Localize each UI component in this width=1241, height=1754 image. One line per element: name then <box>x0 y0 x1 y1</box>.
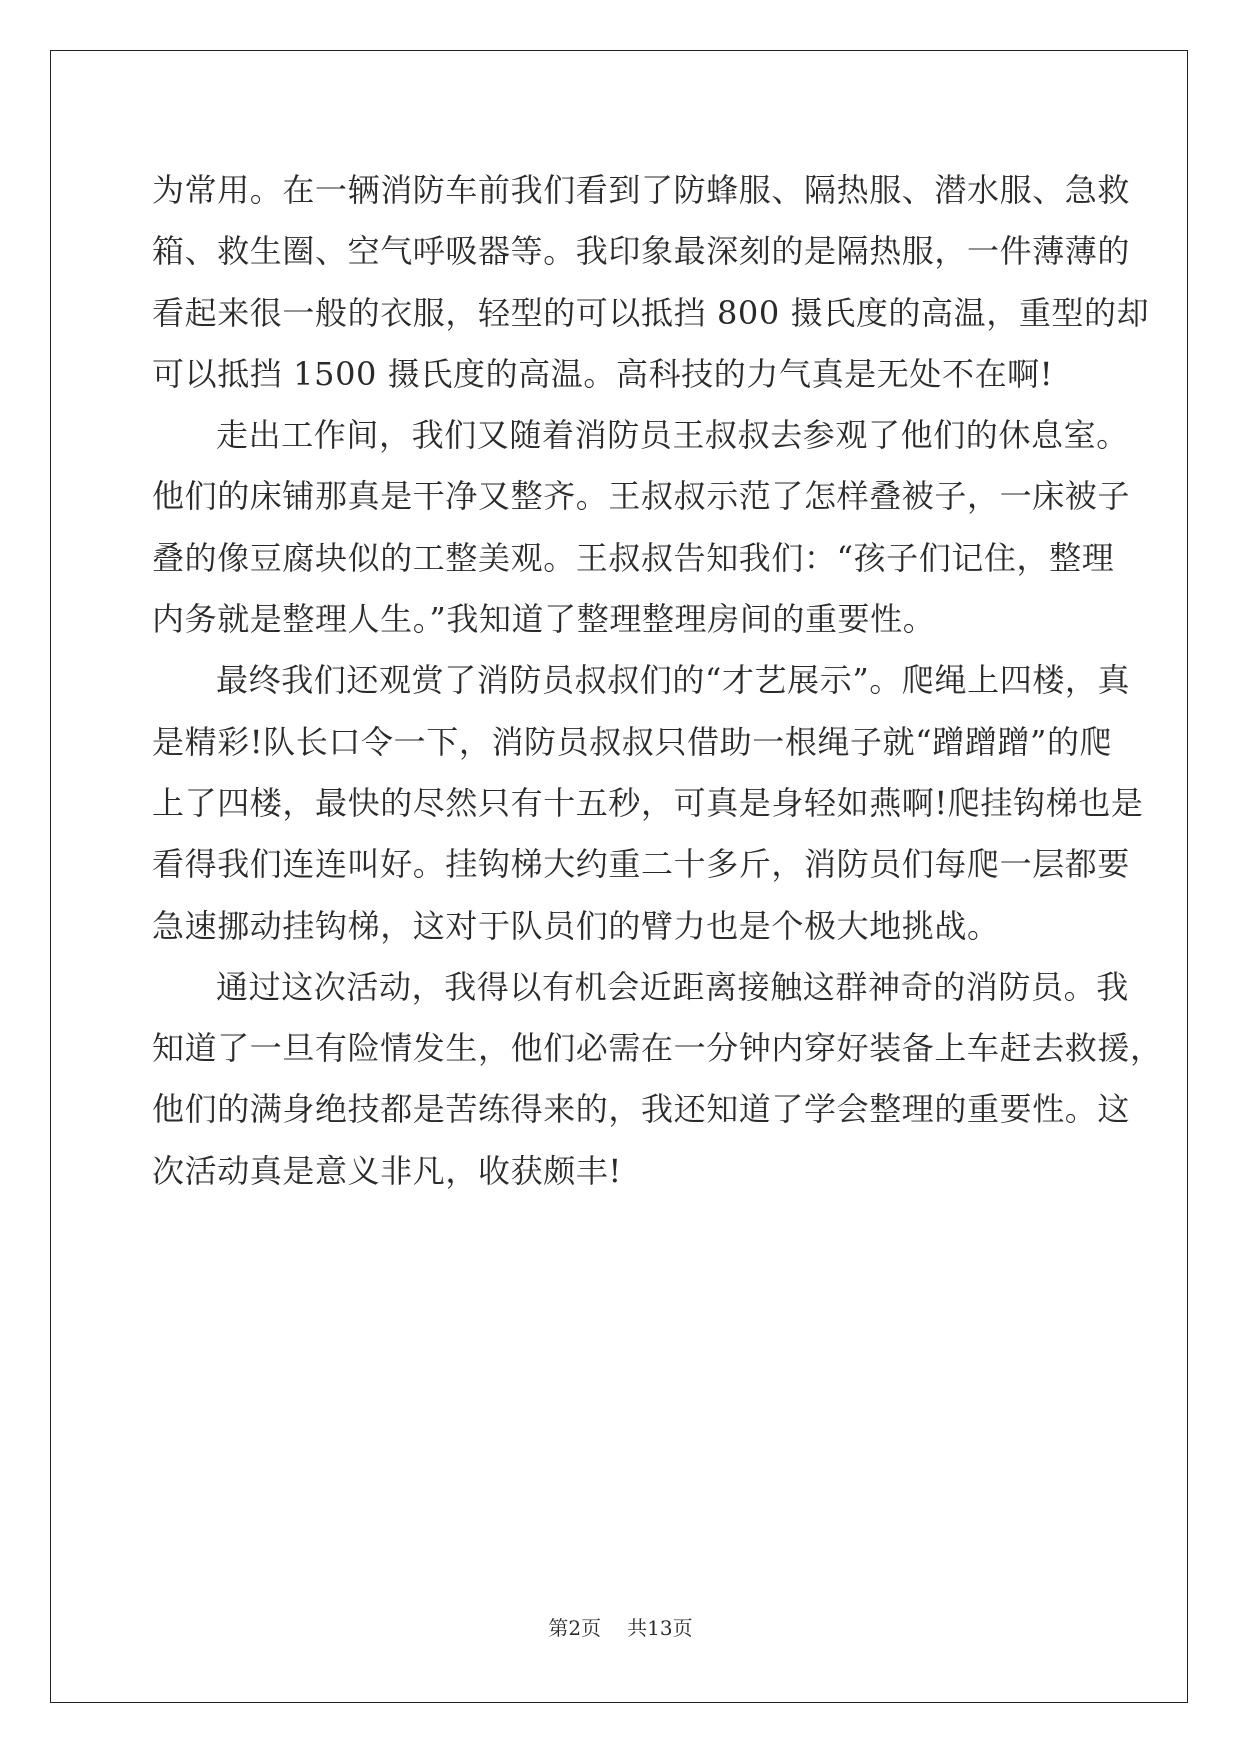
text-line: 是精彩!队长口令一下，消防员叔叔只借助一根绳子就“蹭蹭蹭”的爬 <box>152 722 1113 761</box>
text-line: 为常用。在一辆消防车前我们看到了防蜂服、隔热服、潜水服、急救 <box>152 171 1131 209</box>
page-total: 共13页 <box>627 1616 693 1640</box>
text-line: 他们的床铺那真是干净又整齐。王叔叔示范了怎样叠被子，一床被子 <box>152 477 1131 516</box>
text-line: 次活动真是意义非凡，收获颇丰! <box>152 1151 622 1190</box>
text-line: 内务就是整理人生。”我知道了整理整理房间的重要性。 <box>152 600 936 639</box>
text-line: 知道了一旦有险情发生，他们必需在一分钟内穿好装备上车赶去救援， <box>152 1029 1163 1068</box>
text-line: 叠的像豆腐块似的工整美观。王叔叔告知我们：“孩子们记住，整理 <box>152 538 1115 577</box>
paragraph-start-line: 走出工作间，我们又随着消防员王叔叔去参观了他们的休息室。 <box>216 416 1129 455</box>
paragraph-start-line: 通过这次活动，我得以有机会近距离接触这群神奇的消防员。我 <box>216 967 1129 1006</box>
page-number: 第2页 <box>548 1616 602 1640</box>
paragraph-start-line: 最终我们还观赏了消防员叔叔们的“才艺展示”。爬绳上四楼，真 <box>216 661 1131 700</box>
text-line: 看得我们连连叫好。挂钩梯大约重二十多斤，消防员们每爬一层都要 <box>152 845 1131 884</box>
text-line: 箱、救生圈、空气呼吸器等。我印象最深刻的是隔热服，一件薄薄的 <box>152 232 1131 271</box>
document-body <box>152 160 1163 1202</box>
text-line: 看起来很一般的衣服，轻型的可以抵挡 800 摄氏度的高温，重型的却 <box>152 293 1150 332</box>
text-line: 可以抵挡 1500 摄氏度的高温。高科技的力气真是无处不在啊! <box>152 354 1054 393</box>
text-line: 上了四楼，最快的尽然只有十五秒，可真是身轻如燕啊!爬挂钩梯也是 <box>152 783 1144 822</box>
text-line: 急速挪动挂钩梯，这对于队员们的臂力也是个极大地挑战。 <box>152 906 1000 945</box>
page-footer <box>0 1612 1241 1641</box>
text-line: 他们的满身绝技都是苦练得来的，我还知道了学会整理的重要性。这 <box>152 1090 1131 1129</box>
